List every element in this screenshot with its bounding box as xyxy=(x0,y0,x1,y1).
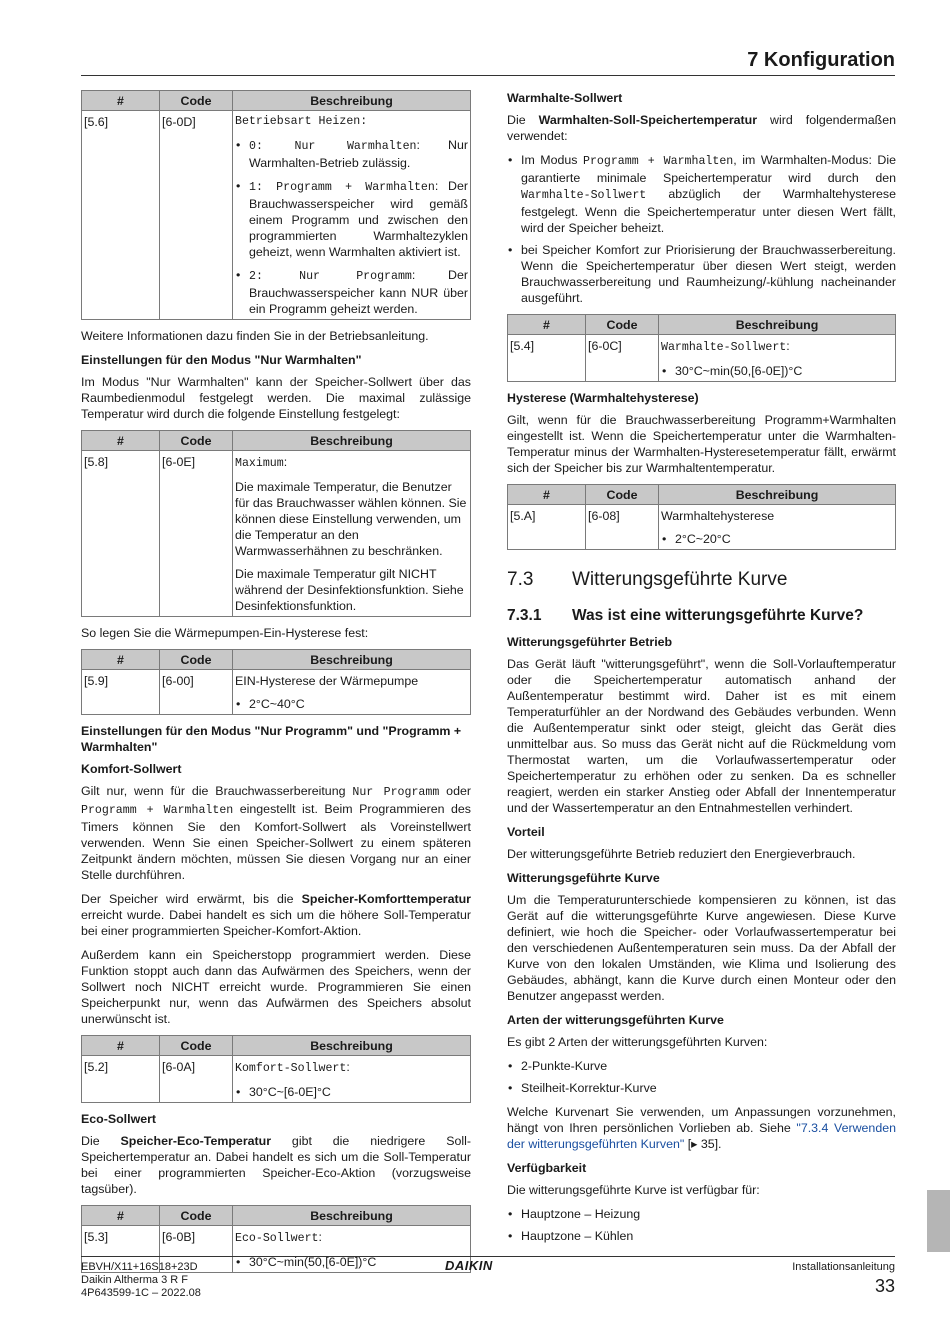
col-header-code: Code xyxy=(160,1036,233,1056)
cell-num: [5.2] xyxy=(82,1056,160,1103)
col-header-num: # xyxy=(508,485,586,505)
paragraph: Im Modus "Nur Warmhalten" kann der Speicher-Sollwert über das Raumbedienmodul festgelegt werden. Die maximal zulässige Temperatur wird durch die folgende Einstellung festgelegt: xyxy=(81,375,471,421)
option-item: • 2: Nur Programm: Der Brauchwasserspeicher kann NUR über ein Programm geheizt werden. xyxy=(235,267,468,317)
cell-num: [5.3] xyxy=(82,1226,160,1273)
heading: Arten der witterungsgeführten Kurve xyxy=(507,1013,724,1027)
col-header-num: # xyxy=(82,1036,160,1056)
col-header-desc: Beschreibung xyxy=(233,650,471,670)
heading: Witterungsgeführte Kurve xyxy=(507,871,660,885)
col-header-num: # xyxy=(82,91,160,111)
heading: Einstellungen für den Modus "Nur Warmhalten" xyxy=(81,353,362,367)
bullet-list xyxy=(507,1058,896,1096)
paragraph: Gilt, wenn für die Brauchwasserbereitung Programm+Warmhalten eingestellt ist. Wenn die Speichertemperatur unter die Warmhalten-Temperatur minus der Warmhalten-Hysteresetemperatur fällt, erwärmt sich der Speicher bis zur Warmhaltentemperatur. xyxy=(507,413,896,475)
cell-desc xyxy=(233,111,471,320)
range-item: • 2°C~40°C xyxy=(235,696,468,712)
settings-table-5-a xyxy=(507,484,896,550)
heading: Warmhalte-Sollwert xyxy=(507,91,623,105)
cross-reference-link[interactable]: "7.3.4 Verwenden der witterungsgeführten Kurven" xyxy=(507,1121,896,1151)
paragraph: Außerdem kann ein Speicherstopp programmiert werden. Diese Funktion stoppt auch dann das Aufwärmen des Speichers, wenn der Sollwert noch NICHT erreicht wurde. Programmieren Sie einen Speicherpunkt nur, wenn das Aufwärmen des Speichers absolut unerwünscht ist. xyxy=(81,948,471,1026)
cell-desc xyxy=(659,335,896,382)
heading: Vorteil xyxy=(507,825,545,839)
table-row xyxy=(508,335,896,382)
setting-title: Warmhaltehysterese xyxy=(661,509,775,523)
col-header-num: # xyxy=(82,1206,160,1226)
right-column xyxy=(507,90,896,1252)
table-row xyxy=(82,451,471,617)
footer-product: Daikin Altherma 3 R F xyxy=(81,1274,188,1286)
section-heading xyxy=(507,568,896,592)
description-line: Die maximale Temperatur gilt NICHT während der Desinfektionsfunktion. Siehe Desinfektionsfunktion. xyxy=(235,567,464,613)
cell-code: [6-08] xyxy=(586,505,659,550)
col-header-desc: Beschreibung xyxy=(659,485,896,505)
description-line: Die maximale Temperatur, die Benutzer für das Brauchwasser wählen können. Sie können diese Einstellung verwenden, um die Temperatur an den Warmwasserhähnen zu beschränken. xyxy=(235,480,467,558)
cell-desc xyxy=(233,1056,471,1103)
col-header-code: Code xyxy=(160,1206,233,1226)
footer-doc: 4P643599-1C – 2022.08 xyxy=(81,1287,201,1299)
setting-title: Betriebsart Heizen: xyxy=(235,115,368,128)
paragraph: Die Speicher-Eco-Temperatur gibt die niedrigere Soll-Speichertemperatur an. Dabei handelt es sich um die Soll-Temperatur bei einer programmierten Speicher-Eco-Aktion (vorzugsweise tagsüber). xyxy=(81,1134,471,1196)
paragraph: Weitere Informationen dazu finden Sie in der Betriebsanleitung. xyxy=(81,329,429,343)
col-header-num: # xyxy=(508,315,586,335)
footer-manual: Installationsanleitung xyxy=(792,1261,895,1273)
cell-desc xyxy=(233,670,471,715)
cell-code: [6-0D] xyxy=(160,111,233,320)
paragraph: Es gibt 2 Arten der witterungsgeführten Kurven: xyxy=(507,1035,768,1049)
col-header-desc: Beschreibung xyxy=(659,315,896,335)
setting-title: EIN-Hysterese der Wärmepumpe xyxy=(235,674,419,688)
col-header-desc: Beschreibung xyxy=(233,91,471,111)
col-header-code: Code xyxy=(160,650,233,670)
settings-table-5-8 xyxy=(81,430,471,617)
cell-num: [5.A] xyxy=(508,505,586,550)
page-number: 33 xyxy=(874,1276,895,1296)
cell-num: [5.4] xyxy=(508,335,586,382)
cell-num: [5.9] xyxy=(82,670,160,715)
cell-num: [5.8] xyxy=(82,451,160,617)
heading: Hysterese (Warmhaltehysterese) xyxy=(507,391,699,405)
paragraph: Der witterungsgeführte Betrieb reduziert den Energieverbrauch. xyxy=(507,847,856,861)
cell-desc xyxy=(233,451,471,617)
settings-table-5-9 xyxy=(81,649,471,715)
list-item: • Steilheit-Korrektur-Kurve xyxy=(507,1080,896,1096)
col-header-code: Code xyxy=(586,485,659,505)
setting-title: Komfort-Sollwert: xyxy=(235,1060,350,1075)
footer-model: EBVH/X11+16S18+23D xyxy=(81,1261,198,1273)
option-item: • 0: Nur Warmhalten: Nur Warmhalten-Betrieb zulässig. xyxy=(235,137,468,171)
heading: Verfügbarkeit xyxy=(507,1161,587,1175)
subsection-title: Was ist eine witterungsgeführte Kurve? xyxy=(572,607,864,624)
setting-title: Eco-Sollwert: xyxy=(235,1230,322,1245)
section-number: 7.3 xyxy=(507,569,534,590)
left-column xyxy=(81,90,471,1281)
cell-code: [6-00] xyxy=(160,670,233,715)
side-tab-marker xyxy=(927,1190,950,1252)
range-item: • 30°C~[6-0E]°C xyxy=(235,1084,468,1100)
cell-code: [6-0C] xyxy=(586,335,659,382)
setting-title: Maximum: xyxy=(235,455,288,470)
chapter-title: 7 Konfiguration xyxy=(747,49,895,71)
footer-rule xyxy=(81,1256,895,1257)
col-header-desc: Beschreibung xyxy=(233,1206,471,1226)
settings-table-5-6 xyxy=(81,90,471,320)
col-header-code: Code xyxy=(160,431,233,451)
paragraph: Die witterungsgeführte Kurve ist verfügbar für: xyxy=(507,1183,760,1197)
list-item: • Im Modus Programm + Warmhalten, im Warmhalten-Modus: Die garantierte minimale Speichertemperatur wird durch den Warmhalte-Sollwert abzüglich der Warmhaltehysterese festgelegt. Wenn die Speichertemperatur unter diesen Wert fällt, wird der Speicher beheizt. xyxy=(507,152,896,236)
col-header-code: Code xyxy=(586,315,659,335)
paragraph: Gilt nur, wenn für die Brauchwasserbereitung Nur Programm oder Programm + Warmhalten eingestellt ist. Beim Programmieren des Timers können Sie den Komfort-Sollwert als Voreinstellwert verwenden. Wenn Sie einen Speicher-Sollwert zu einem späteren Zeitpunkt ändern möchten, müssen Sie diesen Vorgang nur an einer Stelle durchführen. xyxy=(81,784,472,882)
cell-num: [5.6] xyxy=(82,111,160,320)
cell-desc xyxy=(659,505,896,550)
heading: Eco-Sollwert xyxy=(81,1112,157,1126)
table-row xyxy=(82,1056,471,1103)
daikin-logo: DAIKIN xyxy=(445,1258,493,1273)
setting-title: Warmhalte-Sollwert: xyxy=(661,339,790,354)
table-row xyxy=(82,111,471,320)
cell-code: [6-0B] xyxy=(160,1226,233,1273)
paragraph: So legen Sie die Wärmepumpen-Ein-Hysterese fest: xyxy=(81,626,369,640)
table-row xyxy=(508,505,896,550)
heading: Witterungsgeführter Betrieb xyxy=(507,635,673,649)
range-item: • 30°C~min(50,[6-0E])°C xyxy=(235,1254,468,1270)
list-item: • 2-Punkte-Kurve xyxy=(507,1058,896,1074)
paragraph: Um die Temperaturunterschiede kompensieren zu können, ist das Gerät auf die witterungsgeführte Kurve angewiesen. Diese Kurve definiert, wie hoch die Speicher- oder Vorlaufwassertemperatur bei den verschiedenen Außentemperaturen sein muss. Da der Abfall der Kurve von den lokalen Umständen, wie Klima und Isolierung des Gebäudes, abhängt, kann die Kurve durch einen Monteur oder den Benutzer angepasst werden. xyxy=(507,893,896,1003)
list-item: • Hauptzone – Heizung xyxy=(507,1206,896,1222)
col-header-num: # xyxy=(82,650,160,670)
col-header-num: # xyxy=(82,431,160,451)
range-item: • 2°C~20°C xyxy=(661,531,893,547)
list-item: • bei Speicher Komfort zur Priorisierung der Brauchwasserbereitung. Wenn die Speichertemperatur über diesen Wert steigt, werden Brauchwasserbereitung und Raumheizung/-kühlung nacheinander ausgeführt. xyxy=(507,242,896,306)
cell-code: [6-0E] xyxy=(160,451,233,617)
col-header-code: Code xyxy=(160,91,233,111)
cell-code: [6-0A] xyxy=(160,1056,233,1103)
col-header-desc: Beschreibung xyxy=(233,431,471,451)
paragraph: Der Speicher wird erwärmt, bis die Speicher-Komforttemperatur erreicht wurde. Dabei handelt es sich um die höhere Soll-Temperatur bei einer programmierten Speicher-Komfort-Aktion. xyxy=(81,892,471,938)
heading: Einstellungen für den Modus "Nur Programm" und "Programm + Warmhalten" xyxy=(81,724,462,754)
header-rule xyxy=(81,75,895,76)
range-item: • 30°C~min(50,[6-0E])°C xyxy=(661,363,893,379)
subsection-heading xyxy=(507,606,896,626)
paragraph: Die Warmhalten-Soll-Speichertemperatur wird folgendermaßen verwendet: xyxy=(507,113,896,143)
cell-desc xyxy=(233,1226,471,1273)
settings-table-5-4 xyxy=(507,314,896,382)
footer-info xyxy=(81,1261,201,1300)
option-item: • 1: Programm + Warmhalten: Der Brauchwasserspeicher wird gemäß einem Programm und zwischen den programmierten Warmhaltezyklen geheizt, wenn Warmhalten aktiviert ist. xyxy=(235,178,468,260)
table-row xyxy=(82,670,471,715)
section-title: Witterungsgeführte Kurve xyxy=(572,569,788,590)
bullet-list xyxy=(507,152,896,306)
paragraph: Welche Kurvenart Sie verwenden, um Anpassungen vorzunehmen, hängt von Ihren persönlichen Vorlieben ab. Siehe "7.3.4 Verwenden der witterungsgeführten Kurven" [▸ 35]. xyxy=(507,1105,896,1151)
bullet-list xyxy=(507,1206,896,1244)
paragraph: Das Gerät läuft "witterungsgeführt", wenn die Soll-Vorlauftemperatur oder die Speichertemperatur automatisch anhand der Außentemperatur bestimmt wird. Daher ist es mit einem Temperaturfühler an der Nordwand des Gebäudes verbunden. Wenn die Außentemperatur sinkt oder steigt, gleicht das Gerät dies unmittelbar aus. So muss das Gerät nicht auf die Rückmeldung vom Thermostat warten, um die Vorlaufwassertemperatur oder Speichertemperatur zu erhöhen oder zu senken. Da es schneller reagiert, werden ein starker Anstieg oder Abfall der Innentemperatur und der Wassertemperatur an den Entnahmestellen verhindert. xyxy=(507,657,896,815)
settings-table-5-2 xyxy=(81,1035,471,1103)
list-item: • Hauptzone – Kühlen xyxy=(507,1228,896,1244)
subsection-number: 7.3.1 xyxy=(507,607,542,624)
heading: Komfort-Sollwert xyxy=(81,762,182,776)
col-header-desc: Beschreibung xyxy=(233,1036,471,1056)
